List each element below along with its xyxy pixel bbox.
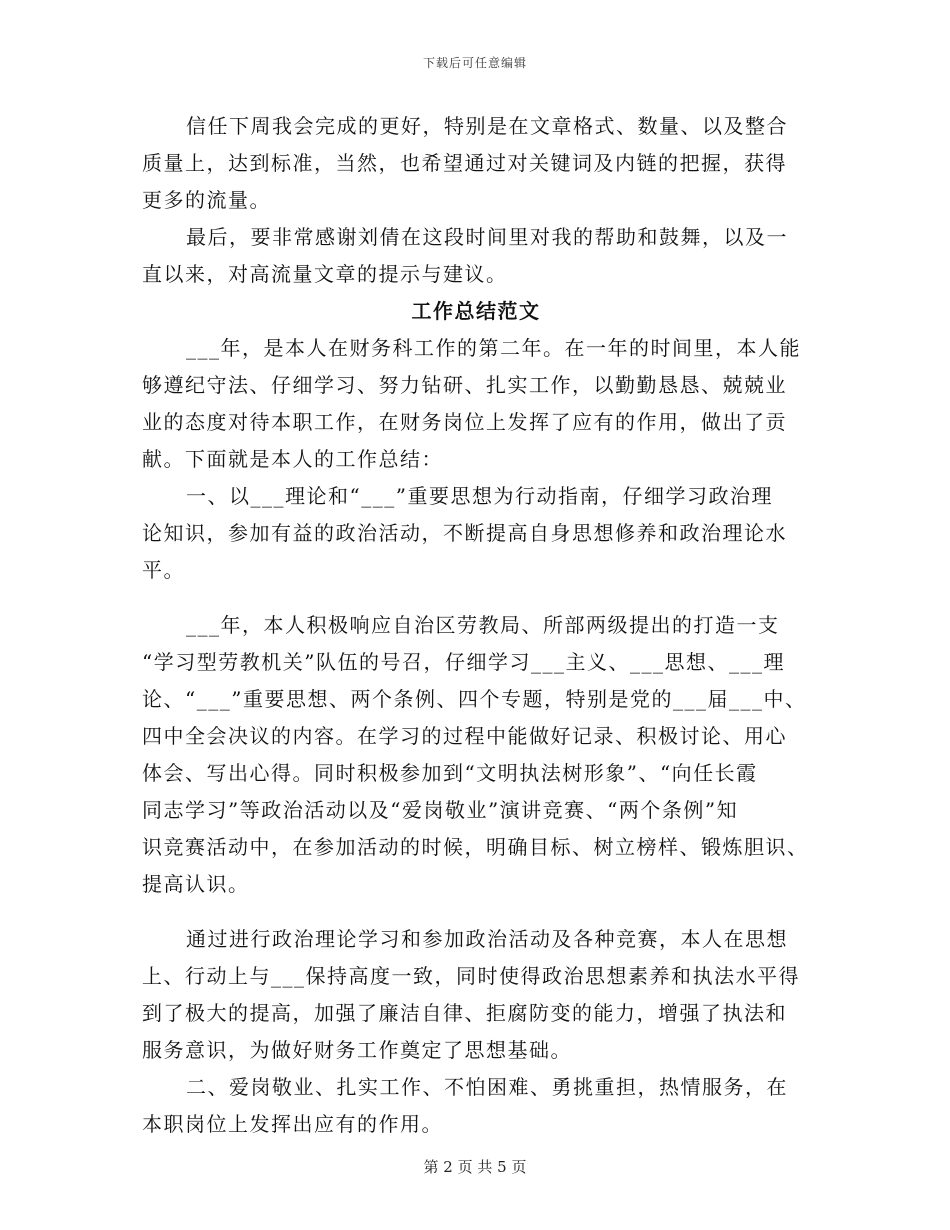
- text-line: 本职岗位上发挥出应有的作用。: [142, 1112, 443, 1136]
- text-line: 平。: [142, 558, 185, 582]
- text-line: 一、以___理论和“___”重要思想为行动指南，仔细学习政治理: [186, 484, 773, 508]
- text-line: 二、爱岗敬业、扎实工作、不怕困难、勇挑重担，热情服务，在: [186, 1075, 788, 1099]
- section-previous-text: [142, 108, 810, 293]
- paragraph: [142, 219, 810, 293]
- text-line: 直以来，对高流量文章的提示与建议。: [142, 262, 508, 286]
- paragraph: [142, 330, 810, 478]
- text-line: ___年，是本人在财务科工作的第二年。在一年的时间里，本人能: [186, 336, 801, 360]
- page-header: 下载后可任意编辑: [422, 56, 527, 70]
- paragraph-gap: [142, 589, 810, 607]
- section-work-summary: [142, 330, 810, 1143]
- text-line: 论、“___”重要思想、两个条例、四个专题，特别是党的___届___中、: [142, 687, 807, 711]
- text-line: 业的态度对待本职工作，在财务岗位上发挥了应有的作用，做出了贡: [142, 410, 787, 434]
- text-line: 够遵纪守法、仔细学习、努力钻研、扎实工作，以勤勤恳恳、兢兢业: [142, 373, 787, 397]
- paragraph: [142, 1069, 810, 1143]
- text-line: 体会、写出心得。同时积极参加到“文明执法树形象”、“向任长霞: [142, 761, 758, 785]
- text-line: 同志学习”等政治活动以及“爱岗敬业”演讲竞赛、“两个条例”知: [142, 798, 739, 822]
- text-line: 识竞赛活动中，在参加活动的时候，明确目标、树立榜样、锻炼胆识、: [142, 835, 809, 859]
- text-line: ___年，本人积极响应自治区劳教局、所部两级提出的打造一支: [186, 613, 780, 637]
- paragraph: [142, 607, 810, 903]
- text-line: 质量上，达到标准，当然，也希望通过对关键词及内链的把握，获得: [142, 151, 787, 175]
- text-line: 论知识，参加有益的政治活动，不断提高自身思想修养和政治理论水: [142, 521, 787, 545]
- text-line: 信任下周我会完成的更好，特别是在文章格式、数量、以及整合: [186, 114, 788, 138]
- document-title: 工作总结范文: [411, 299, 541, 323]
- text-line: 最后，要非常感谢刘倩在这段时间里对我的帮助和鼓舞，以及一: [186, 225, 788, 249]
- paragraph: [142, 921, 810, 1069]
- paragraph: [142, 108, 810, 219]
- text-line: 献。下面就是本人的工作总结：: [142, 447, 443, 471]
- paragraph: [142, 478, 810, 589]
- text-line: 服务意识，为做好财务工作奠定了思想基础。: [142, 1038, 572, 1062]
- text-line: 四中全会决议的内容。在学习的过程中能做好记录、积极讨论、用心: [142, 724, 787, 748]
- text-line: 上、行动上与___保持高度一致，同时使得政治思想素养和执法水平得: [142, 964, 800, 988]
- paragraph-gap: [142, 903, 810, 921]
- text-line: 提高认识。: [142, 872, 250, 896]
- text-line: “学习型劳教机关”队伍的号召，仔细学习___主义、___思想、___理: [142, 650, 785, 674]
- text-line: 到了极大的提高，加强了廉洁自律、拒腐防变的能力，增强了执法和: [142, 1001, 787, 1025]
- text-line: 更多的流量。: [142, 188, 271, 212]
- text-line: 通过进行政治理论学习和参加政治活动及各种竞赛，本人在思想: [186, 927, 788, 951]
- page-number-footer: 第 2 页 共 5 页: [423, 1158, 527, 1176]
- document-body: [142, 108, 810, 1143]
